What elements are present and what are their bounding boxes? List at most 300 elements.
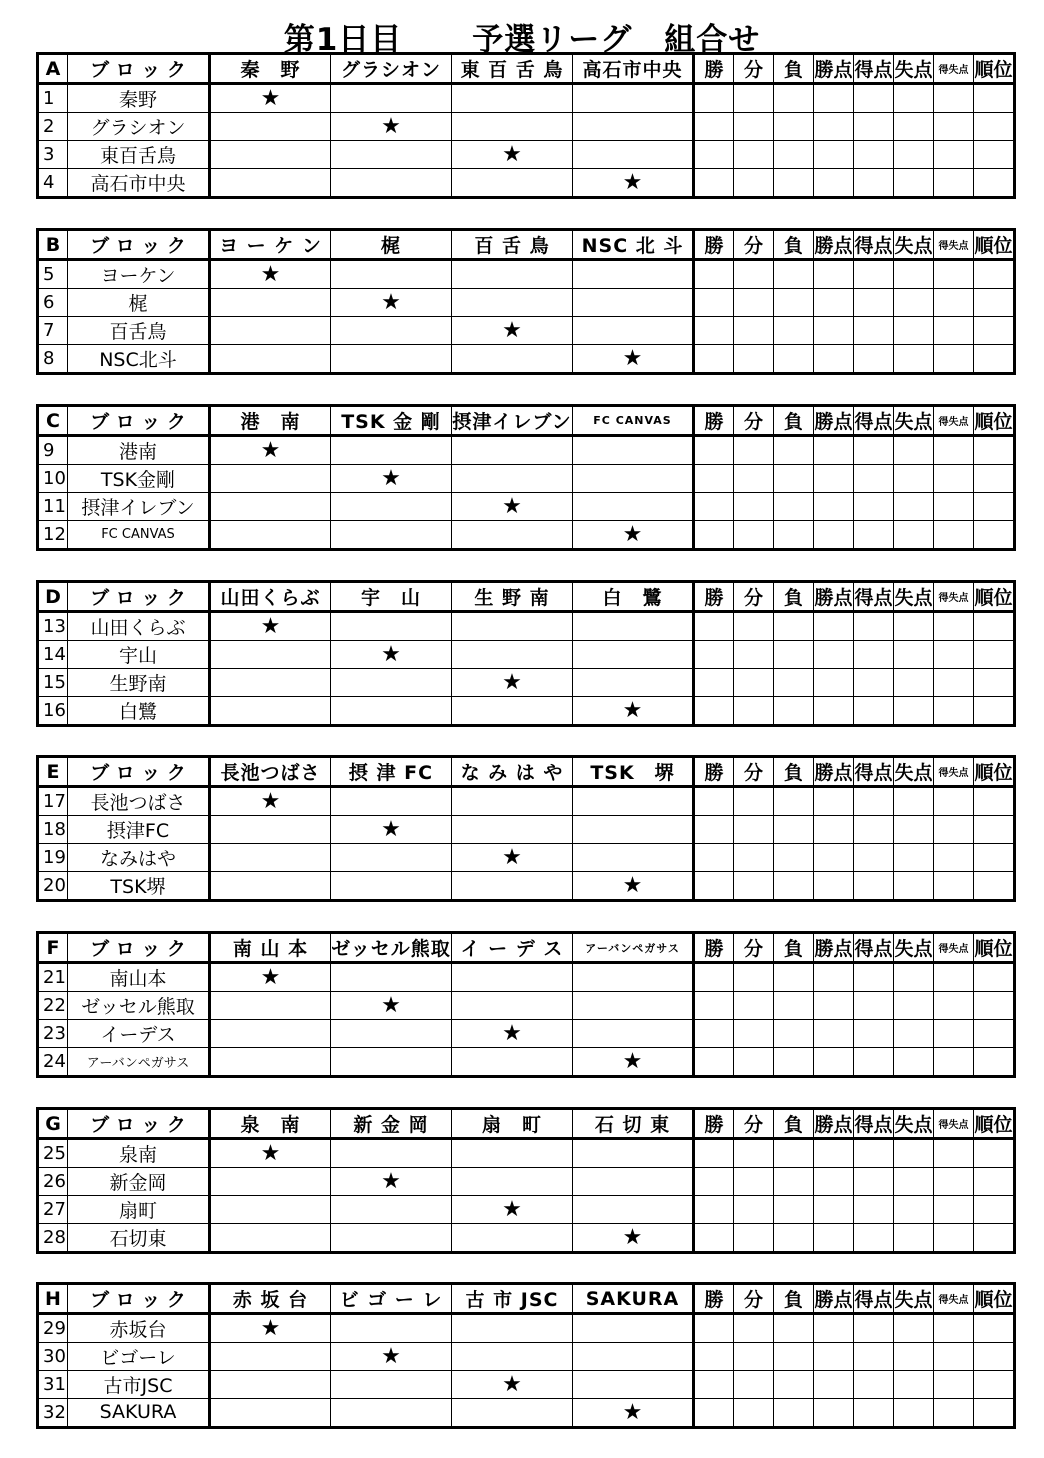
self-match-star-icon <box>573 1399 694 1428</box>
match-result-cell <box>452 1048 573 1077</box>
match-result-cell <box>210 1196 331 1224</box>
match-result-cell <box>573 1371 694 1399</box>
stat-cell <box>854 436 894 465</box>
match-result-cell <box>331 1139 452 1168</box>
stat-cell <box>934 963 974 992</box>
stat-cell <box>734 465 774 493</box>
match-result-cell <box>210 493 331 521</box>
stat-cell <box>854 787 894 816</box>
team-number: 16 <box>38 697 68 726</box>
team-number: 6 <box>38 289 68 317</box>
opponent-header: グラシオン <box>331 54 452 84</box>
match-result-cell <box>452 169 573 198</box>
stat-cell <box>854 697 894 726</box>
stat-cell <box>974 787 1015 816</box>
team-number: 1 <box>38 84 68 113</box>
stat-cell <box>974 872 1015 901</box>
stat-cell <box>734 669 774 697</box>
stat-cell <box>894 317 934 345</box>
stat-cell <box>814 816 854 844</box>
stat-header: 得失点 <box>934 582 974 612</box>
stat-header: 得失点 <box>934 757 974 787</box>
self-match-star-icon <box>452 493 573 521</box>
stat-header: 順位 <box>974 406 1015 436</box>
stat-cell <box>734 1139 774 1168</box>
self-match-star-icon <box>452 141 573 169</box>
stat-cell <box>734 612 774 641</box>
team-number: 9 <box>38 436 68 465</box>
stat-cell <box>694 317 734 345</box>
stat-cell <box>854 963 894 992</box>
opponent-header: 南 山 本 <box>210 933 331 963</box>
block-header-row <box>38 933 1015 963</box>
self-match-star-icon <box>210 1314 331 1343</box>
self-match-star-icon <box>331 1343 452 1371</box>
stat-cell <box>774 1399 814 1428</box>
match-result-cell <box>210 141 331 169</box>
team-row <box>38 1371 1015 1399</box>
team-number: 5 <box>38 260 68 289</box>
self-match-star-icon <box>452 1196 573 1224</box>
match-result-cell <box>452 436 573 465</box>
stat-cell <box>974 641 1015 669</box>
opponent-header: 新 金 岡 <box>331 1109 452 1139</box>
star-icon: ★ <box>622 346 643 371</box>
opponent-header: 扇 町 <box>452 1109 573 1139</box>
stat-cell <box>814 1196 854 1224</box>
stat-cell <box>814 113 854 141</box>
stat-cell <box>814 1168 854 1196</box>
block-table-c <box>36 404 1016 551</box>
match-result-cell <box>452 289 573 317</box>
match-result-cell <box>452 1224 573 1253</box>
stat-header: 得点 <box>854 582 894 612</box>
opponent-header: イ ー デ ス <box>452 933 573 963</box>
match-result-cell <box>452 1139 573 1168</box>
block-table-g <box>36 1107 1016 1254</box>
match-result-cell <box>452 872 573 901</box>
star-icon: ★ <box>260 1316 281 1341</box>
team-name: イーデス <box>68 1020 210 1048</box>
match-result-cell <box>452 260 573 289</box>
stat-cell <box>694 521 734 550</box>
stat-header: 得点 <box>854 230 894 260</box>
stat-cell <box>974 1399 1015 1428</box>
stat-cell <box>734 1048 774 1077</box>
stat-cell <box>894 1224 934 1253</box>
stat-header: 勝点 <box>814 933 854 963</box>
stat-cell <box>854 872 894 901</box>
match-result-cell <box>331 669 452 697</box>
match-result-cell <box>210 697 331 726</box>
star-icon: ★ <box>381 1169 401 1194</box>
star-icon: ★ <box>381 642 401 667</box>
stat-header: 負 <box>774 933 814 963</box>
stat-cell <box>734 84 774 113</box>
stat-cell <box>894 465 934 493</box>
stat-cell <box>814 1371 854 1399</box>
opponent-header: ビ ゴ ー レ <box>331 1284 452 1314</box>
block-word: ブ ロ ッ ク <box>68 582 210 612</box>
stat-cell <box>974 612 1015 641</box>
opponent-header: 高石市中央 <box>573 54 694 84</box>
stat-cell <box>734 521 774 550</box>
match-result-cell <box>452 84 573 113</box>
match-result-cell <box>210 816 331 844</box>
stat-cell <box>814 641 854 669</box>
stat-header: 分 <box>734 1109 774 1139</box>
stat-cell <box>894 844 934 872</box>
self-match-star-icon <box>452 844 573 872</box>
stat-header: 負 <box>774 582 814 612</box>
stat-cell <box>774 1314 814 1343</box>
match-result-cell <box>331 1371 452 1399</box>
stat-cell <box>854 816 894 844</box>
stat-header: 得点 <box>854 406 894 436</box>
opponent-header: アーバンペガサス <box>573 933 694 963</box>
stat-cell <box>694 1224 734 1253</box>
match-result-cell <box>331 1314 452 1343</box>
stat-cell <box>934 669 974 697</box>
stat-cell <box>814 844 854 872</box>
stat-cell <box>734 844 774 872</box>
star-icon: ★ <box>622 1399 643 1425</box>
stat-cell <box>934 787 974 816</box>
stat-cell <box>934 345 974 374</box>
self-match-star-icon <box>573 697 694 726</box>
stat-cell <box>854 1399 894 1428</box>
star-icon: ★ <box>381 290 401 315</box>
block-letter: H <box>38 1284 68 1314</box>
team-number: 3 <box>38 141 68 169</box>
stat-header: 勝 <box>694 933 734 963</box>
stat-cell <box>694 84 734 113</box>
team-name: アーバンペガサス <box>68 1048 210 1077</box>
stat-cell <box>774 521 814 550</box>
stat-header: 得失点 <box>934 1109 974 1139</box>
match-result-cell <box>573 1020 694 1048</box>
stat-cell <box>694 963 734 992</box>
stat-cell <box>894 493 934 521</box>
team-row <box>38 317 1015 345</box>
team-number: 31 <box>38 1371 68 1399</box>
star-icon: ★ <box>622 521 643 547</box>
stat-cell <box>814 521 854 550</box>
stat-cell <box>894 1343 934 1371</box>
match-result-cell <box>452 465 573 493</box>
stat-header: 勝点 <box>814 757 854 787</box>
stat-cell <box>734 289 774 317</box>
stat-cell <box>694 992 734 1020</box>
match-result-cell <box>210 169 331 198</box>
stat-cell <box>854 141 894 169</box>
stat-header: 得失点 <box>934 933 974 963</box>
match-result-cell <box>573 669 694 697</box>
team-name: ゼッセル熊取 <box>68 992 210 1020</box>
stat-cell <box>734 113 774 141</box>
stat-cell <box>774 1020 814 1048</box>
block-letter: C <box>38 406 68 436</box>
stat-cell <box>734 963 774 992</box>
stat-cell <box>974 345 1015 374</box>
team-name: 赤坂台 <box>68 1314 210 1343</box>
stat-header: 得失点 <box>934 230 974 260</box>
stat-header: 勝 <box>694 54 734 84</box>
stat-header: 負 <box>774 406 814 436</box>
stat-cell <box>894 787 934 816</box>
match-result-cell <box>331 84 452 113</box>
stat-cell <box>734 436 774 465</box>
stat-cell <box>814 84 854 113</box>
stat-cell <box>694 1371 734 1399</box>
stat-header: 分 <box>734 406 774 436</box>
stat-header: 勝 <box>694 406 734 436</box>
stat-cell <box>694 436 734 465</box>
match-result-cell <box>331 1196 452 1224</box>
stat-cell <box>854 493 894 521</box>
block-word: ブ ロ ッ ク <box>68 933 210 963</box>
match-result-cell <box>573 317 694 345</box>
match-result-cell <box>452 787 573 816</box>
stat-cell <box>894 641 934 669</box>
star-icon: ★ <box>260 965 281 990</box>
match-result-cell <box>452 1314 573 1343</box>
opponent-header: 秦 野 <box>210 54 331 84</box>
match-result-cell <box>573 436 694 465</box>
match-result-cell <box>452 816 573 844</box>
match-result-cell <box>331 345 452 374</box>
match-result-cell <box>331 521 452 550</box>
stat-header: 分 <box>734 582 774 612</box>
stat-cell <box>974 697 1015 726</box>
stat-cell <box>974 113 1015 141</box>
block-header-row <box>38 54 1015 84</box>
stat-header: 順位 <box>974 1109 1015 1139</box>
star-icon: ★ <box>381 993 401 1018</box>
stat-cell <box>814 436 854 465</box>
match-result-cell <box>452 697 573 726</box>
stat-cell <box>774 787 814 816</box>
team-number: 18 <box>38 816 68 844</box>
stat-header: 順位 <box>974 54 1015 84</box>
match-result-cell <box>573 641 694 669</box>
stat-cell <box>774 669 814 697</box>
star-icon: ★ <box>622 1225 643 1250</box>
stat-cell <box>694 612 734 641</box>
block-table-h <box>36 1282 1016 1429</box>
stat-cell <box>934 1224 974 1253</box>
stat-header: 得点 <box>854 54 894 84</box>
stat-cell <box>734 493 774 521</box>
match-result-cell <box>210 1020 331 1048</box>
team-number: 27 <box>38 1196 68 1224</box>
opponent-header: 摂津イレブン <box>452 406 573 436</box>
stat-header: 得点 <box>854 1284 894 1314</box>
stat-header: 失点 <box>894 1284 934 1314</box>
team-row <box>38 1314 1015 1343</box>
stat-cell <box>894 521 934 550</box>
self-match-star-icon <box>331 113 452 141</box>
team-name: 港南 <box>68 436 210 465</box>
stat-cell <box>894 113 934 141</box>
stat-header: 勝 <box>694 582 734 612</box>
match-result-cell <box>452 1343 573 1371</box>
stat-header: 勝 <box>694 757 734 787</box>
stat-cell <box>974 289 1015 317</box>
block-letter: E <box>38 757 68 787</box>
stat-cell <box>774 1048 814 1077</box>
stat-header: 負 <box>774 54 814 84</box>
stat-cell <box>734 1399 774 1428</box>
star-icon: ★ <box>622 873 643 898</box>
stat-cell <box>774 1168 814 1196</box>
self-match-star-icon <box>210 436 331 465</box>
stat-cell <box>974 963 1015 992</box>
match-result-cell <box>452 963 573 992</box>
team-row <box>38 84 1015 113</box>
stat-cell <box>734 169 774 198</box>
team-row <box>38 169 1015 198</box>
match-result-cell <box>452 521 573 550</box>
opponent-header: 宇 山 <box>331 582 452 612</box>
star-icon: ★ <box>502 845 522 870</box>
team-row <box>38 1399 1015 1428</box>
self-match-star-icon <box>331 992 452 1020</box>
opponent-header: 摂 津 FC <box>331 757 452 787</box>
stat-cell <box>814 289 854 317</box>
match-result-cell <box>331 260 452 289</box>
team-number: 10 <box>38 465 68 493</box>
stat-cell <box>694 1048 734 1077</box>
stat-cell <box>734 697 774 726</box>
stat-cell <box>974 1168 1015 1196</box>
block-header-row <box>38 582 1015 612</box>
opponent-header: 赤 坂 台 <box>210 1284 331 1314</box>
stat-cell <box>774 612 814 641</box>
stat-cell <box>934 1168 974 1196</box>
team-row <box>38 1020 1015 1048</box>
team-row <box>38 521 1015 550</box>
stat-cell <box>894 816 934 844</box>
stat-header: 勝点 <box>814 1109 854 1139</box>
stat-cell <box>774 260 814 289</box>
match-result-cell <box>331 169 452 198</box>
star-icon: ★ <box>622 170 643 195</box>
stat-cell <box>694 697 734 726</box>
stat-cell <box>894 963 934 992</box>
stat-cell <box>694 289 734 317</box>
team-name: 南山本 <box>68 963 210 992</box>
stat-header: 順位 <box>974 230 1015 260</box>
match-result-cell <box>452 612 573 641</box>
stat-cell <box>814 141 854 169</box>
stat-cell <box>854 521 894 550</box>
opponent-header: SAKURA <box>573 1284 694 1314</box>
block-letter: A <box>38 54 68 84</box>
team-row <box>38 963 1015 992</box>
star-icon: ★ <box>381 1344 401 1369</box>
self-match-star-icon <box>331 641 452 669</box>
match-result-cell <box>210 521 331 550</box>
self-match-star-icon <box>210 963 331 992</box>
stat-cell <box>854 641 894 669</box>
self-match-star-icon <box>573 1224 694 1253</box>
stat-cell <box>774 465 814 493</box>
match-result-cell <box>210 465 331 493</box>
stat-cell <box>894 345 934 374</box>
stat-cell <box>734 345 774 374</box>
stat-cell <box>894 697 934 726</box>
team-name: FC CANVAS <box>68 521 210 550</box>
team-name: 摂津FC <box>68 816 210 844</box>
match-result-cell <box>452 992 573 1020</box>
stat-header: 分 <box>734 54 774 84</box>
star-icon: ★ <box>622 1048 643 1074</box>
opponent-header: ゼッセル熊取 <box>331 933 452 963</box>
stat-header: 得点 <box>854 1109 894 1139</box>
opponent-header: 百 舌 鳥 <box>452 230 573 260</box>
stat-cell <box>694 1343 734 1371</box>
stat-cell <box>814 260 854 289</box>
match-result-cell <box>452 345 573 374</box>
stat-cell <box>694 113 734 141</box>
stat-cell <box>974 141 1015 169</box>
team-number: 13 <box>38 612 68 641</box>
stat-cell <box>894 1399 934 1428</box>
star-icon: ★ <box>381 466 401 491</box>
stat-cell <box>774 963 814 992</box>
team-number: 21 <box>38 963 68 992</box>
match-result-cell <box>210 872 331 901</box>
match-result-cell <box>210 1399 331 1428</box>
stat-header: 得点 <box>854 757 894 787</box>
stat-header: 順位 <box>974 757 1015 787</box>
team-name: 高石市中央 <box>68 169 210 198</box>
match-result-cell <box>452 1399 573 1428</box>
star-icon: ★ <box>260 86 281 111</box>
stat-cell <box>774 436 814 465</box>
stat-cell <box>934 1048 974 1077</box>
match-result-cell <box>210 1048 331 1077</box>
stat-cell <box>894 992 934 1020</box>
stat-cell <box>934 1314 974 1343</box>
match-result-cell <box>331 141 452 169</box>
stat-cell <box>974 1048 1015 1077</box>
team-number: 20 <box>38 872 68 901</box>
stat-header: 失点 <box>894 1109 934 1139</box>
block-letter: F <box>38 933 68 963</box>
block-header-row <box>38 1284 1015 1314</box>
stat-cell <box>934 992 974 1020</box>
stat-cell <box>734 641 774 669</box>
opponent-header: 長池つばさ <box>210 757 331 787</box>
stat-cell <box>814 787 854 816</box>
match-result-cell <box>210 669 331 697</box>
team-row <box>38 816 1015 844</box>
stat-cell <box>974 1139 1015 1168</box>
stat-cell <box>694 493 734 521</box>
team-name: 百舌鳥 <box>68 317 210 345</box>
stat-cell <box>814 465 854 493</box>
match-result-cell <box>331 1224 452 1253</box>
team-name: 摂津イレブン <box>68 493 210 521</box>
stat-cell <box>774 345 814 374</box>
stat-header: 順位 <box>974 933 1015 963</box>
stat-cell <box>974 84 1015 113</box>
stat-header: 分 <box>734 1284 774 1314</box>
star-icon: ★ <box>502 318 522 343</box>
stat-cell <box>694 816 734 844</box>
